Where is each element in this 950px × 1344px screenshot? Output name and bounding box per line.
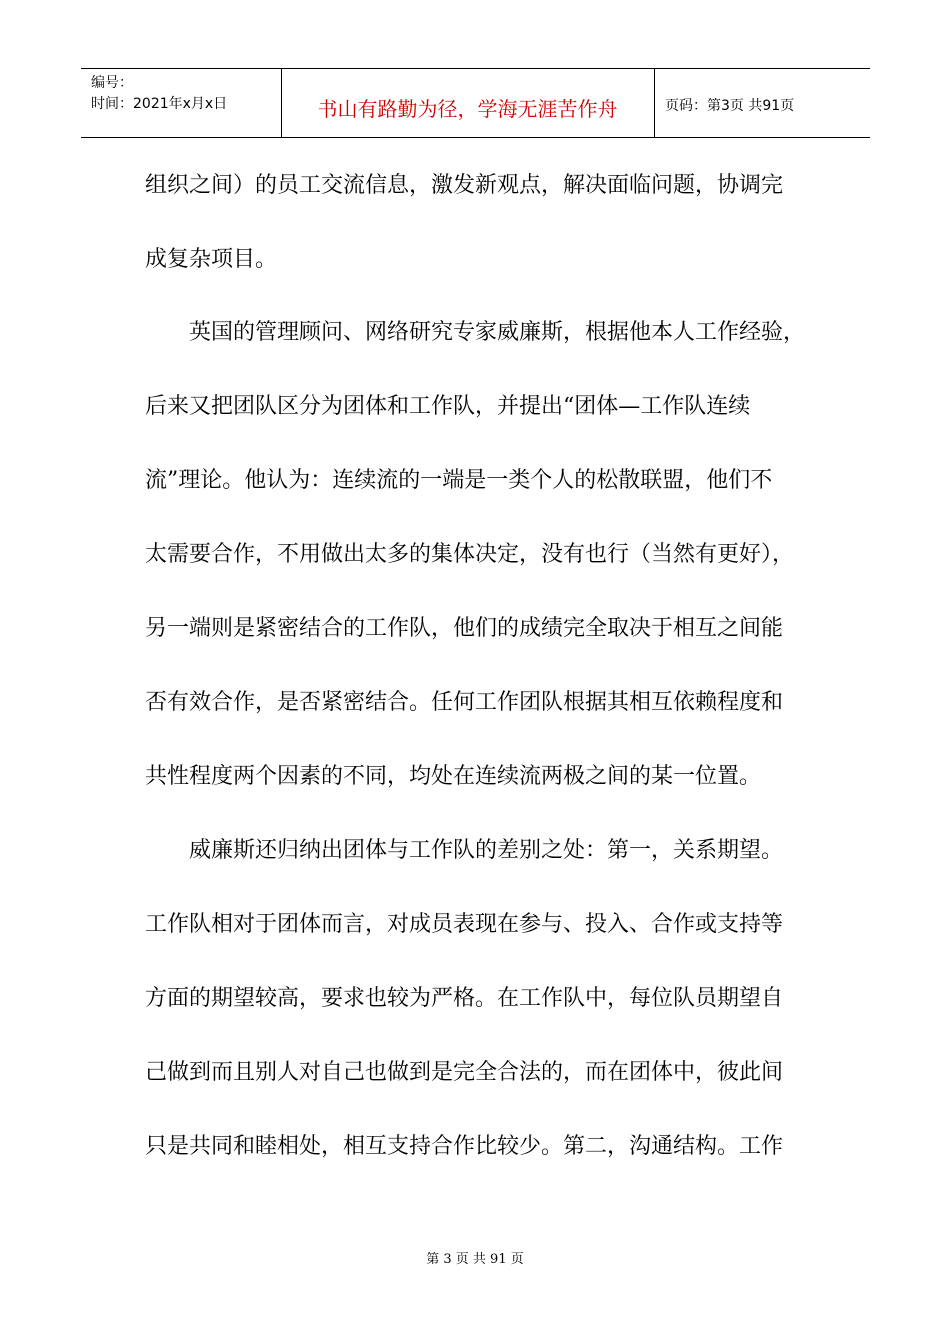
body-line: 成复杂项目。 <box>145 247 278 272</box>
page-footer: 第 3 页 共 91 页 <box>426 1252 524 1267</box>
body-line: 流”理论。他认为：连续流的一端是一类个人的松散联盟，他们不 <box>145 468 773 493</box>
body-line: 威廉斯还归纳出团体与工作队的差别之处：第一，关系期望。 <box>145 838 784 863</box>
header-motto-cell <box>281 69 655 137</box>
body-line: 工作队相对于团体而言，对成员表现在参与、投入、合作或支持等 <box>145 912 784 937</box>
body-line: 组织之间）的员工交流信息，激发新观点，解决面临问题，协调完 <box>145 173 784 198</box>
body-line: 共性程度两个因素的不同，均处在连续流两极之间的某一位置。 <box>145 764 762 789</box>
body-line: 太需要合作，不用做出太多的集体决定，没有也行（当然有更好）， <box>145 542 795 567</box>
header-motto: 书山有路勤为径，学海无涯苦作舟 <box>317 97 618 121</box>
document-header <box>81 68 870 138</box>
body-line: 英国的管理顾问、网络研究专家威廉斯，根据他本人工作经验， <box>145 320 806 345</box>
header-meta-cell <box>81 69 282 137</box>
body-line: 否有效合作，是否紧密结合。任何工作团队根据其相互依赖程度和 <box>145 690 784 715</box>
body-line: 另一端则是紧密结合的工作队，他们的成绩完全取决于相互之间能 <box>145 616 784 641</box>
document-time-label: 时间：2021年x月x日 <box>91 96 228 112</box>
body-line: 方面的期望较高，要求也较为严格。在工作队中，每位队员期望自 <box>145 986 784 1011</box>
header-page-cell <box>655 69 870 137</box>
body-line: 己做到而且别人对自己也做到是完全合法的，而在团体中，彼此间 <box>145 1060 784 1085</box>
document-number-label: 编号： <box>91 75 133 91</box>
body-line: 后来又把团队区分为团体和工作队，并提出“团体—工作队连续 <box>145 394 751 419</box>
body-line: 只是共同和睦相处，相互支持合作比较少。第二，沟通结构。工作 <box>145 1134 784 1159</box>
header-page-number: 页码：第3页 共91页 <box>665 98 795 114</box>
